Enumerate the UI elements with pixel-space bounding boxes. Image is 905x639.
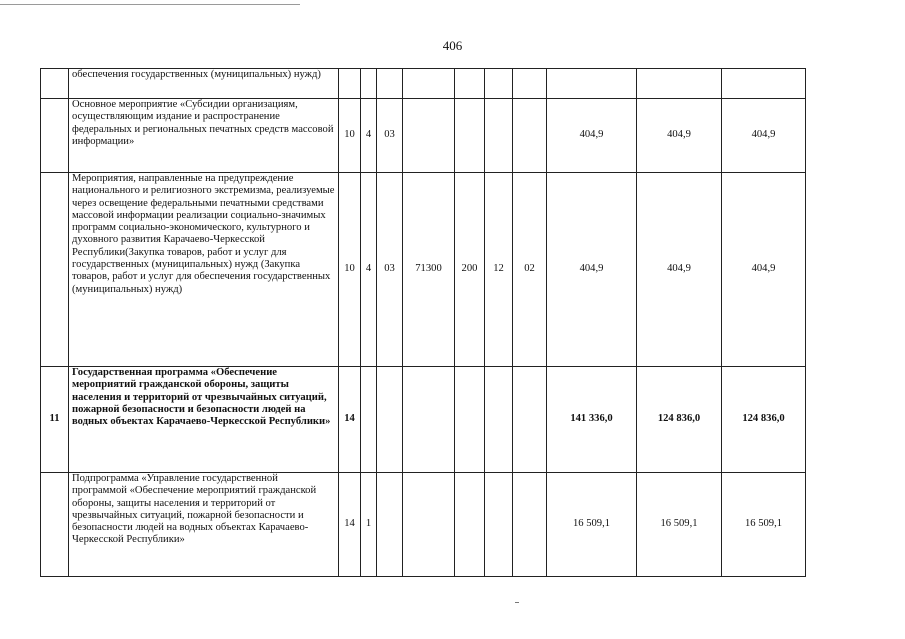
code-subsection-2	[513, 367, 547, 473]
row-name: обеспечения государственных (муниципальных) нужд)	[69, 69, 339, 99]
table-row	[41, 69, 806, 99]
code-program	[377, 473, 403, 577]
top-rule	[0, 4, 300, 5]
code-direction	[403, 367, 455, 473]
code-section-2	[485, 99, 513, 173]
code-program	[377, 69, 403, 99]
table-row	[41, 173, 806, 367]
row-name: Подпрограмма «Управление государственной программой «Обеспечение мероприятий гражданской обороны, защиты населения и территорий от чрезвычайных ситуаций, пожарной безопасности и безопасности людей на водных объектах Карачаево-Черкесской Республики»	[69, 473, 339, 577]
row-number: 11	[41, 367, 69, 473]
row-number	[41, 69, 69, 99]
amount-year-1: 404,9	[547, 99, 637, 173]
code-direction: 71300	[403, 173, 455, 367]
code-subsection-2	[513, 99, 547, 173]
code-subsection: 4	[361, 173, 377, 367]
code-section	[339, 69, 361, 99]
amount-year-1: 404,9	[547, 173, 637, 367]
code-section-2	[485, 69, 513, 99]
row-number	[41, 173, 69, 367]
code-expense-type	[455, 69, 485, 99]
row-number	[41, 99, 69, 173]
code-direction	[403, 69, 455, 99]
table-row	[41, 473, 806, 577]
code-expense-type	[455, 367, 485, 473]
code-section: 10	[339, 99, 361, 173]
code-section-2: 12	[485, 173, 513, 367]
code-subsection: 4	[361, 99, 377, 173]
amount-year-1: 16 509,1	[547, 473, 637, 577]
scan-speck	[515, 602, 519, 603]
amount-year-1	[547, 69, 637, 99]
code-section-2	[485, 367, 513, 473]
code-direction	[403, 99, 455, 173]
row-number	[41, 473, 69, 577]
amount-year-3: 124 836,0	[722, 367, 806, 473]
amount-year-1: 141 336,0	[547, 367, 637, 473]
code-direction	[403, 473, 455, 577]
row-name: Основное мероприятие «Субсидии организациям, осуществляющим издание и распространение федеральных и региональных печатных средств массовой информации»	[69, 99, 339, 173]
code-subsection-2: 02	[513, 173, 547, 367]
amount-year-3: 404,9	[722, 173, 806, 367]
code-program	[377, 367, 403, 473]
code-subsection: 1	[361, 473, 377, 577]
row-name: Мероприятия, направленные на предупреждение национального и религиозного экстремизма, реализуемые через освещение федеральными печатными средствами массовой информации реализации социально-значимых программ социально-экономического, культурного и духовного развития Карачаево-Черкесской Республики(Закупка товаров, работ и услуг для государственных (муниципальных) нужд (Закупка товаров, работ и услуг для обеспечения государственных (муниципальных) нужд)	[69, 173, 339, 367]
code-subsection	[361, 367, 377, 473]
amount-year-2: 16 509,1	[637, 473, 722, 577]
amount-year-3: 404,9	[722, 99, 806, 173]
code-expense-type	[455, 473, 485, 577]
table-row	[41, 367, 806, 473]
amount-year-2	[637, 69, 722, 99]
code-expense-type	[455, 99, 485, 173]
code-section-2	[485, 473, 513, 577]
amount-year-3: 16 509,1	[722, 473, 806, 577]
code-program: 03	[377, 99, 403, 173]
amount-year-2: 124 836,0	[637, 367, 722, 473]
code-section: 14	[339, 367, 361, 473]
amount-year-2: 404,9	[637, 99, 722, 173]
amount-year-3	[722, 69, 806, 99]
page-number: 406	[442, 38, 463, 53]
code-section: 10	[339, 173, 361, 367]
code-subsection-2	[513, 69, 547, 99]
code-expense-type: 200	[455, 173, 485, 367]
row-name: Государственная программа «Обеспечение мероприятий гражданской обороны, защиты населения и территорий от чрезвычайных ситуаций, пожарной безопасности и безопасности людей на водных объектах Карачаево-Черкесской Республики»	[69, 367, 339, 473]
amount-year-2: 404,9	[637, 173, 722, 367]
code-section: 14	[339, 473, 361, 577]
code-program: 03	[377, 173, 403, 367]
table-row	[41, 99, 806, 173]
code-subsection	[361, 69, 377, 99]
table-body	[41, 69, 806, 577]
code-subsection-2	[513, 473, 547, 577]
budget-table	[40, 68, 806, 577]
